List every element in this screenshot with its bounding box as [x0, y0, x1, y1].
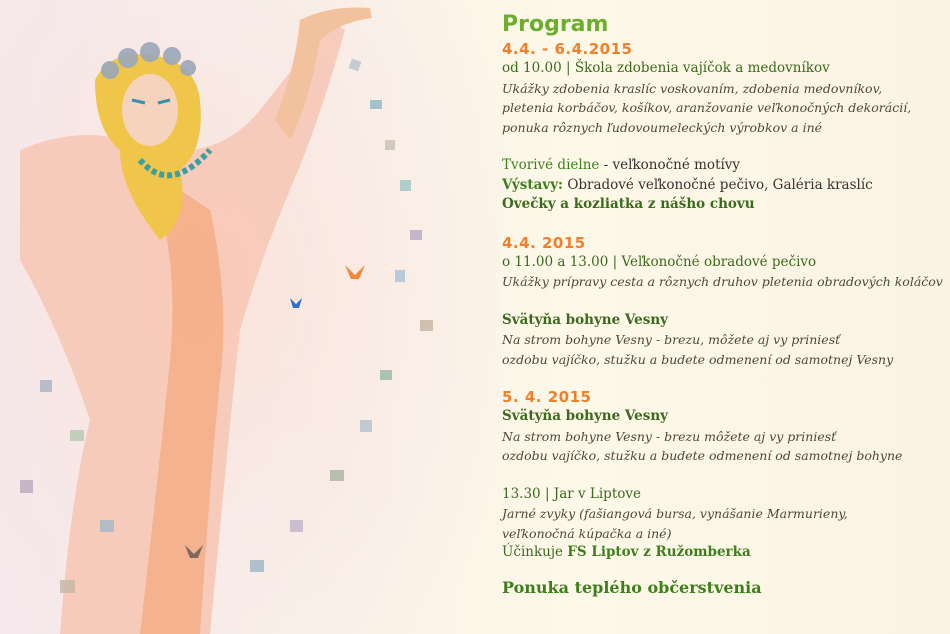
workshops-line	[502, 156, 942, 176]
section2-date: 4.4. 2015	[502, 233, 586, 252]
performer-label: Účinkuje	[502, 544, 568, 560]
section1-desc-line: pletenia korbáčov, košíkov, aranžovanie veľkonočných dekorácií,	[502, 100, 912, 115]
section1-headline: od 10.00 | Škola zdobenia vajíčok a medovníkov	[502, 60, 830, 76]
exhibitions-text: Obradové veľkonočné pečivo, Galéria kraslíc	[563, 176, 873, 193]
performer-line	[502, 543, 942, 563]
section3-shrine-title: Svätyňa bohyne Vesny	[502, 408, 668, 424]
refreshment-offer: Ponuka teplého občerstvenia	[502, 577, 762, 597]
workshops-text: - veľkonočné motívy	[599, 157, 741, 173]
section2-shrine-desc: Na strom bohyne Vesny - brezu, môžete aj vy priniesť	[502, 332, 841, 347]
animals-line: Ovečky a kozliatka z nášho chovu	[502, 196, 755, 212]
exhibitions-label: Výstavy:	[502, 176, 564, 193]
section1-desc-line: ponuka rôznych ľudovoumeleckých výrobkov a iné	[502, 119, 823, 135]
section3-shrine-desc: Na strom bohyne Vesny - brezu môžete aj vy priniesť	[502, 428, 837, 444]
exhibitions-line	[502, 176, 942, 196]
section2-shrine-desc: ozdobu vajíčko, stužku a budete odmenení od samotnej Vesny	[502, 351, 894, 367]
section2-desc: Ukážky prípravy cesta a rôznych druhov pletenia obradových koláčov	[502, 274, 943, 289]
section3-date: 5. 4. 2015	[502, 388, 592, 406]
section3-event-headline: 13.30 | Jar v Liptove	[502, 485, 641, 502]
program-title: Program	[502, 12, 609, 37]
section2-headline: o 11.00 a 13.00 | Veľkonočné obradové pečivo	[502, 253, 817, 270]
section1-date: 4.4. - 6.4.2015	[502, 40, 633, 58]
performer-name: FS Liptov z Ružomberka	[567, 544, 751, 560]
section1-desc-line: Ukážky zdobenia kraslíc voskovaním, zdobenia medovníkov,	[502, 80, 883, 96]
section3-event-desc: veľkonočná kúpačka a iné)	[502, 525, 672, 541]
section3-shrine-desc: ozdobu vajíčko, stužku a budete odmenení od samotnej bohyne	[502, 448, 903, 463]
program-panel	[502, 12, 942, 599]
section3-event-desc: Jarné zvyky (fašiangová bursa, vynášanie Marmurieny,	[502, 506, 848, 521]
section2-shrine-title: Svätyňa bohyne Vesny	[502, 311, 668, 328]
workshops-label: Tvorivé dielne	[502, 157, 600, 173]
